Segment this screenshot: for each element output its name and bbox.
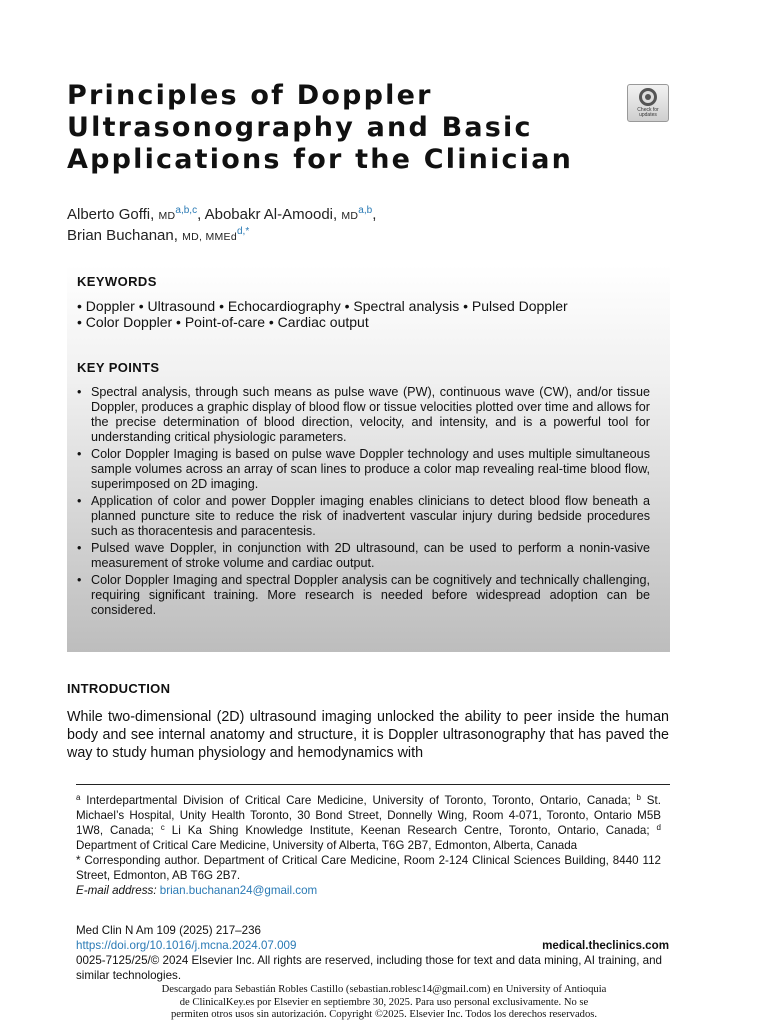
key-point-item: • Spectral analysis, through such means as pulse wave (PW), continuous wave (CW), and/or tissue Doppler, produces a graphic display of blood flow or tissue velocities plotted over time and allows for the precise determination of blood direction, velocity, and intensity, and is a powerful tool for understanding critical physiologic parameters. (77, 385, 650, 445)
key-point-item: • Application of color and power Doppler imaging enables clinicians to detect blood flow beneath a planned puncture site to reduce the risk of inadvertent vascular injury during bedside procedures such as thoracentesis and paracentesis. (77, 494, 650, 539)
affiliation-text: Interdepartmental Division of Critical Care Medicine, University of Toronto, Toronto, Ontario, Canada; (86, 794, 631, 807)
affiliation-marker: b (636, 793, 641, 802)
download-watermark (90, 984, 678, 1022)
download-note-line: permiten otros usos sin autorización. Copyright ©2025. Elsevier Inc. Todos los derechos reservados. (170, 1009, 598, 1020)
copyright-notice: 0025-7125/25/© 2024 Elsevier Inc. All rights are reserved, including those for text and data mining, AI training, and similar technologies. (76, 954, 663, 982)
email-label: E-mail address: (76, 884, 157, 897)
affiliation-text: Department of Critical Care Medicine, University of Alberta, T6G 2B7, Edmonton, Alberta, Canada (76, 839, 578, 852)
author-name: Abobakr Al-Amoodi, (204, 206, 338, 223)
author-degree: MD (341, 210, 359, 222)
keywords-line: • Color Doppler • Point-of-care • Cardiac output (77, 314, 369, 330)
affiliation-marker: a (76, 793, 81, 802)
introduction-heading: INTRODUCTION (67, 681, 171, 696)
affiliation-text: St. Michael’s Hospital, Unity Health Toronto, 30 Bond Street, Donnelly Wing, Room 4-071, Toronto, Ontario M5B 1W8, Canada; (76, 794, 661, 837)
introduction-paragraph: While two-dimensional (2D) ultrasound imaging unlocked the ability to peer inside the human body and see internal anatomy and structure, it is Doppler ultrasonography that has paved the way to study human physiology and hemodynamics with (67, 709, 669, 761)
corresponding-author-note: * Corresponding author. Department of Critical Care Medicine, Room 2-124 Clinical Sciences Building, 8440 112 Street, Edmonton, AB T6G 2B7. (76, 854, 661, 882)
affiliation-marker: d (656, 823, 661, 832)
author-affiliation-marker[interactable]: d,* (237, 226, 250, 237)
author-affiliation-marker[interactable]: a,b (358, 205, 373, 216)
author-list (67, 205, 687, 247)
affiliation-marker: c (160, 823, 165, 832)
footnote-divider (76, 784, 670, 785)
doi-link[interactable]: https://doi.org/10.1016/j.mcna.2024.07.009 (76, 939, 297, 952)
key-point-item: • Color Doppler Imaging is based on pulse wave Doppler technology and uses multiple simultaneous sample volumes across an array of scan lines to produce a color map revealing real-time blood flow, superimposed on 2D imaging. (77, 447, 650, 492)
article-title: Principles of Doppler Ultrasonography and Basic Applications for the Clinician (67, 80, 574, 175)
author-affiliation-marker[interactable]: a,b,c (175, 205, 198, 216)
affiliations (76, 793, 661, 898)
author-name: Brian Buchanan, (67, 227, 178, 244)
author-separator: , (197, 206, 202, 223)
keywords-keypoints-box (67, 265, 670, 652)
keywords-line: • Doppler • Ultrasound • Echocardiography • Spectral analysis • Pulsed Doppler (77, 298, 568, 314)
keywords-heading: KEYWORDS (77, 274, 157, 289)
author-separator: , (372, 206, 377, 223)
author-degree: MD, MMEd (182, 231, 237, 243)
affiliation-text: Li Ka Shing Knowledge Institute, Keenan Research Centre, Toronto, Ontario, Canada; (171, 824, 650, 837)
check-for-updates-badge[interactable] (627, 84, 669, 122)
author-degree: MD (158, 210, 176, 222)
journal-site: medical.theclinics.com (542, 939, 669, 952)
email-link[interactable]: brian.buchanan24@gmail.com (159, 884, 318, 897)
author-name: Alberto Goffi, (67, 206, 155, 223)
key-points-heading: KEY POINTS (77, 360, 160, 375)
journal-citation: Med Clin N Am 109 (2025) 217–236 (76, 924, 261, 937)
key-point-item: • Pulsed wave Doppler, in conjunction with 2D ultrasound, can be used to perform a nonin-vasive measurement of stroke volume and cardiac output. (77, 541, 650, 571)
download-note-line: de ClinicalKey.es por Elsevier en septiembre 30, 2025. Para uso personal exclusivamente. No se (179, 996, 589, 1008)
check-for-updates-label: Check for updates (637, 107, 659, 118)
download-note-line: Descargado para Sebastián Robles Castillo (sebastian.roblesc14@gmail.com) en University of Antioquia (161, 984, 607, 995)
key-point-item: • Color Doppler Imaging and spectral Doppler analysis can be cognitively and technically challenging, requiring significant training. More research is needed before widespread adoption can be considered. (77, 573, 650, 618)
check-for-updates-icon (639, 88, 657, 106)
key-points-list (77, 385, 650, 620)
